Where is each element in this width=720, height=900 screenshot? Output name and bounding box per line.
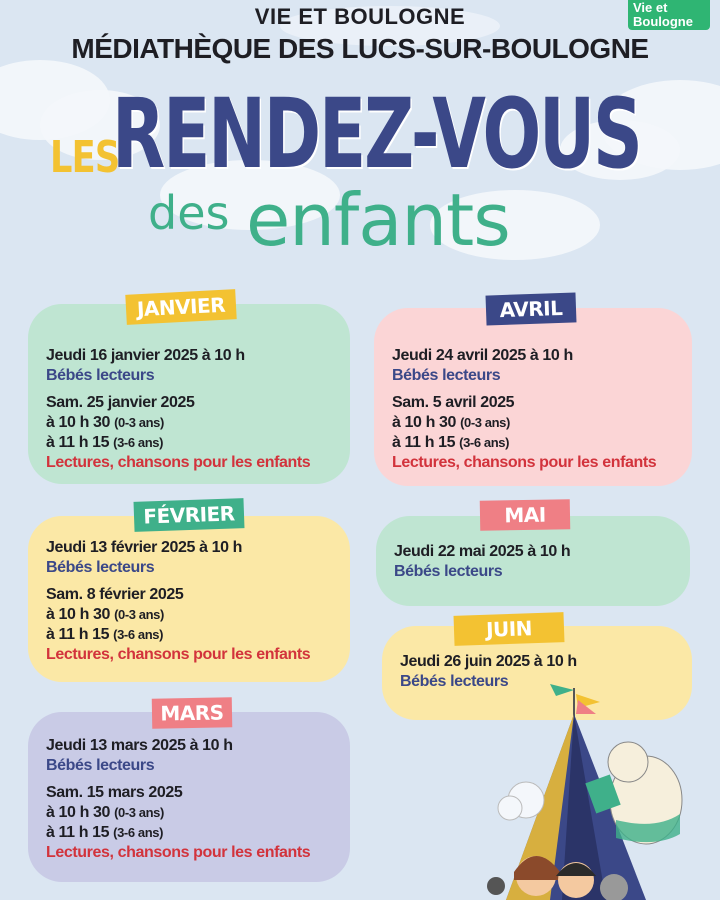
event-title: Lectures, chansons pour les enfants: [392, 454, 657, 471]
month-card-mars: [28, 712, 350, 882]
month-card-avril: [374, 308, 692, 486]
event-date: Jeudi 13 mars 2025 à 10 h: [46, 737, 233, 754]
event-time: à 11 h 15 (3-6 ans): [46, 434, 164, 451]
event-date: Sam. 8 février 2025: [46, 586, 184, 603]
event-date: Sam. 15 mars 2025: [46, 784, 183, 801]
event-date: Jeudi 22 mai 2025 à 10 h: [394, 543, 571, 560]
event-time: à 10 h 30 (0-3 ans): [392, 414, 510, 431]
month-badge-mai: MAI: [480, 499, 571, 531]
month-badge-fevrier: FÉVRIER: [134, 498, 245, 532]
event-time: à 11 h 15 (3-6 ans): [46, 824, 164, 841]
event-title: Lectures, chansons pour les enfants: [46, 844, 311, 861]
event-date: Jeudi 13 février 2025 à 10 h: [46, 539, 243, 556]
event-date: Sam. 5 avril 2025: [392, 394, 515, 411]
organization-name: VIE ET BOULOGNE: [254, 4, 466, 29]
month-badge-janvier: JANVIER: [125, 289, 236, 325]
event-date: Sam. 25 janvier 2025: [46, 394, 195, 411]
event-time: à 10 h 30 (0-3 ans): [46, 606, 164, 623]
month-badge-juin: JUIN: [454, 612, 565, 646]
month-card-janvier: [28, 304, 350, 484]
page-title-les: LES: [50, 132, 120, 183]
month-badge-avril: AVRIL: [486, 292, 577, 325]
event-time: à 10 h 30 (0-3 ans): [46, 804, 164, 821]
event-title: Bébés lecteurs: [400, 673, 509, 690]
event-title: Bébés lecteurs: [46, 367, 155, 384]
month-badge-mars: MARS: [152, 697, 233, 728]
page-title-enfants: enfants: [246, 178, 510, 262]
event-time: à 10 h 30 (0-3 ans): [46, 414, 164, 431]
event-title: Lectures, chansons pour les enfants: [46, 454, 311, 471]
tent-illustration: [466, 680, 720, 900]
event-title: Lectures, chansons pour les enfants: [46, 646, 311, 663]
page-title-des: des: [148, 186, 230, 240]
event-title: Bébés lecteurs: [46, 757, 155, 774]
event-title: Bébés lecteurs: [394, 563, 503, 580]
event-date: Jeudi 16 janvier 2025 à 10 h: [46, 347, 245, 364]
event-date: Jeudi 26 juin 2025 à 10 h: [400, 653, 577, 670]
page-title-rendez-vous: RENDEZ-VOUS: [112, 78, 641, 190]
event-date: Jeudi 24 avril 2025 à 10 h: [392, 347, 573, 364]
event-title: Bébés lecteurs: [46, 559, 155, 576]
event-time: à 11 h 15 (3-6 ans): [46, 626, 164, 643]
event-title: Bébés lecteurs: [392, 367, 501, 384]
vie-et-boulogne-logo: Vie et Boulogne: [628, 0, 710, 30]
venue-name: MÉDIATHÈQUE DES LUCS-SUR-BOULOGNE: [71, 33, 649, 64]
event-time: à 11 h 15 (3-6 ans): [392, 434, 510, 451]
month-card-fevrier: [28, 516, 350, 682]
